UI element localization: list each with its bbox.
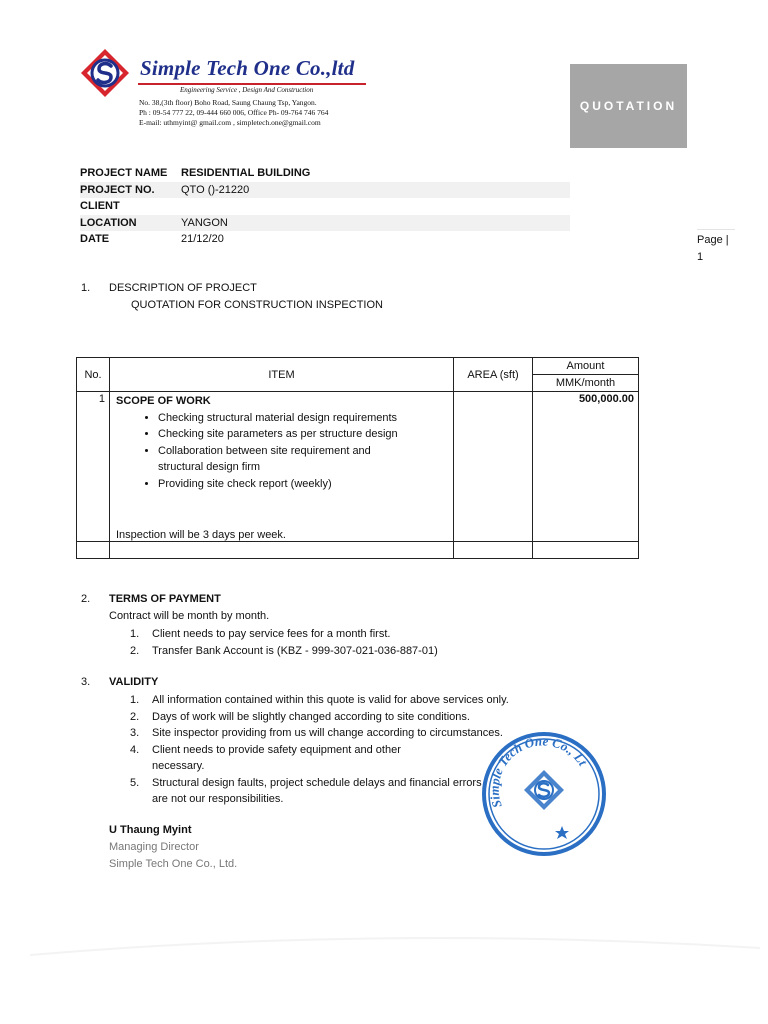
list-item (130, 709, 550, 726)
list-item (130, 775, 482, 808)
page-marker-rule (697, 229, 735, 230)
company-address (139, 98, 328, 128)
company-stamp (480, 730, 608, 858)
section-1-heading: DESCRIPTION OF PROJECT (109, 282, 257, 294)
location-row (80, 215, 570, 232)
quotation-table (76, 357, 639, 559)
section-1-subheading: QUOTATION FOR CONSTRUCTION INSPECTION (131, 299, 383, 311)
empty-cell (454, 542, 533, 559)
list-item: • Checking structural material design requirements (158, 410, 449, 427)
company-name: Simple Tech One Co.,ltd (140, 56, 355, 80)
col-header-unit: MMK/month (533, 375, 639, 392)
project-name-label: PROJECT NAME (80, 167, 168, 180)
row-amount: 500,000.00 (533, 392, 639, 542)
project-no-row (80, 182, 570, 199)
inspection-note: Inspection will be 3 days per week. (116, 529, 286, 541)
document-title-box (570, 64, 687, 148)
location-value: YANGON (181, 216, 228, 229)
section-1-number: 1. (81, 282, 91, 294)
item-number: 1. (130, 628, 140, 640)
item-text: Transfer Bank Account is (KBZ - 999-307-021-036-887-01) (152, 644, 438, 657)
list-item: • Checking site parameters as per structure design (158, 426, 449, 443)
item-number: 3. (130, 727, 140, 739)
section-2-number: 2. (81, 593, 91, 605)
signatory-name: U Thaung Myint (109, 824, 192, 836)
col-header-no: No. (77, 358, 110, 392)
item-text: Site inspector providing from us will change according to circumstances. (152, 727, 503, 739)
date-value: 21/12/20 (181, 233, 224, 246)
stamp-text: Simple Tech One Co., Lt (486, 733, 591, 810)
item-text: Client needs to pay service fees for a month first. (152, 628, 391, 640)
table-row-empty (77, 542, 639, 559)
company-logo-icon (80, 48, 130, 98)
client-label: CLIENT (80, 200, 120, 213)
page-marker (697, 232, 737, 266)
item-number: 2. (130, 710, 140, 723)
list-item: • Providing site check report (weekly) (158, 476, 449, 493)
signatory-title: Managing Director (109, 841, 199, 853)
scope-title: SCOPE OF WORK (116, 395, 211, 407)
list-item (130, 626, 550, 643)
section-2-heading: TERMS OF PAYMENT (109, 593, 221, 605)
phone-line: Ph : 09-54 777 22, 09-444 660 006, Office Ph- 09-764 746 764 (139, 108, 329, 117)
list-item (130, 742, 422, 775)
company-tagline: Engineering Service , Design And Construction (180, 86, 314, 94)
item-number: 1. (130, 694, 140, 706)
list-item (130, 643, 550, 660)
empty-cell (77, 542, 110, 559)
page-number: 1 (697, 251, 704, 263)
section-2-intro: Contract will be month by month. (109, 610, 270, 622)
page-label: Page | (697, 234, 729, 246)
item-text: Client needs to provide safety equipment and other necessary. (152, 743, 401, 772)
payment-terms-list (130, 626, 550, 659)
location-label: LOCATION (80, 216, 137, 229)
col-header-item: ITEM (110, 358, 454, 392)
footer-decoration (0, 930, 768, 990)
item-text: All information contained within this quote is valid for above services only. (152, 694, 509, 706)
item-text: Structural design faults, project schedule delays and financial errors are not our responsibilities. (152, 776, 482, 805)
date-row (80, 231, 570, 248)
row-area (454, 392, 533, 542)
section-3-heading: VALIDITY (109, 676, 159, 688)
scope-list (116, 410, 449, 493)
table-header-row (77, 358, 639, 375)
empty-cell (533, 542, 639, 559)
list-item (130, 692, 550, 709)
project-name-row (80, 165, 570, 182)
row-no: 1 (77, 392, 110, 542)
client-row (80, 198, 570, 215)
project-name-value: RESIDENTIAL BUILDING (181, 167, 311, 180)
table-row (77, 392, 639, 542)
date-label: DATE (80, 233, 110, 246)
section-3-number: 3. (81, 676, 91, 688)
item-number: 2. (130, 644, 140, 657)
document-title: QUOTATION (579, 99, 678, 113)
address-line: No. 38,(3th floor) Boho Road, Saung Chaung Tsp, Yangon. (139, 98, 317, 107)
col-header-amount: Amount (533, 358, 639, 375)
col-header-area: AREA (sft) (454, 358, 533, 392)
empty-cell (110, 542, 454, 559)
company-name-rule (138, 83, 366, 85)
project-info (80, 165, 570, 248)
item-number: 5. (130, 776, 140, 789)
project-no-value: QTO ()-21220 (181, 183, 250, 196)
item-number: 4. (130, 743, 140, 756)
item-text: Days of work will be slightly changed according to site conditions. (152, 710, 470, 723)
row-item (110, 392, 454, 542)
email-line: E-mail: uthmyint@ gmail.com , simpletech.one@gmail.com (139, 118, 321, 127)
project-no-label: PROJECT NO. (80, 183, 155, 196)
signatory-company: Simple Tech One Co., Ltd. (109, 858, 238, 870)
list-item: • Collaboration between site requirement and structural design firm (158, 443, 398, 476)
